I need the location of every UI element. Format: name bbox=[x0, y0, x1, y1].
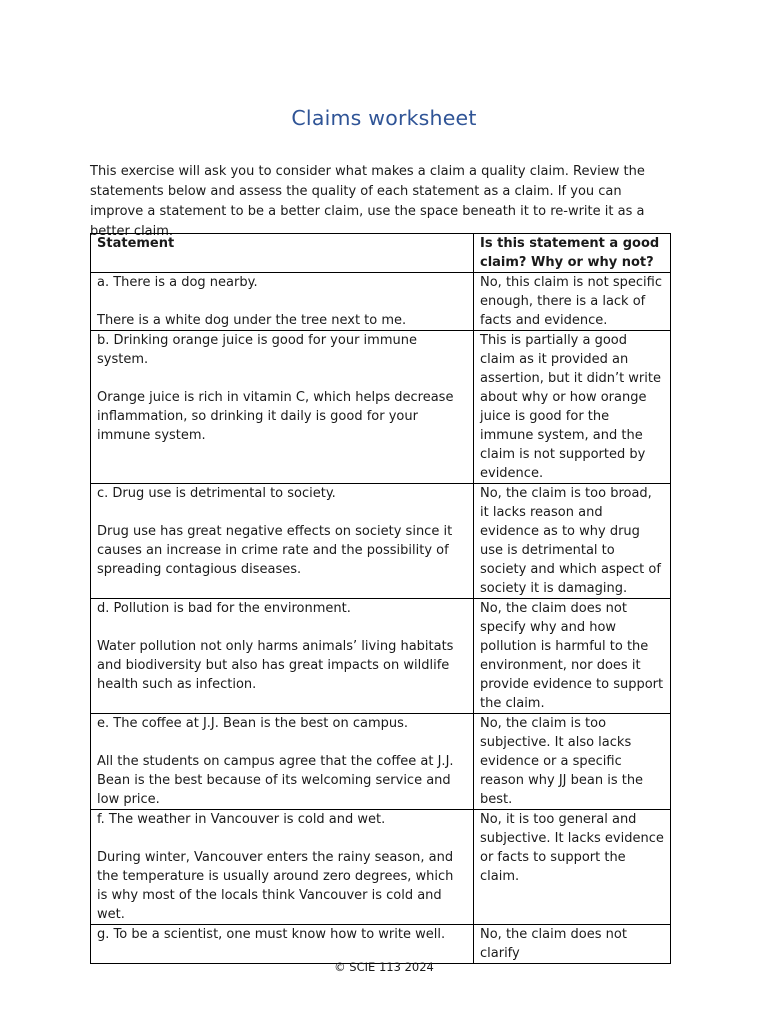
claims-table bbox=[90, 233, 671, 964]
statement-cell bbox=[91, 925, 474, 964]
statement-text: b. Drinking orange juice is good for your immune system. bbox=[97, 333, 417, 367]
assessment-cell: No, the claim does not specify why and how pollution is harmful to the environment, nor does it provide evidence to support the claim. bbox=[474, 599, 671, 714]
table-row bbox=[91, 484, 671, 599]
statement-cell bbox=[91, 331, 474, 484]
statement-cell bbox=[91, 273, 474, 331]
statement-text: c. Drug use is detrimental to society. bbox=[97, 486, 336, 501]
statement-cell bbox=[91, 484, 474, 599]
statement-text: f. The weather in Vancouver is cold and wet. bbox=[97, 812, 386, 827]
page-title: Claims worksheet bbox=[291, 106, 477, 130]
rewrite-text: All the students on campus agree that the coffee at J.J. Bean is the best because of its welcoming service and low price. bbox=[97, 754, 454, 807]
rewrite-text: Water pollution not only harms animals’ living habitats and biodiversity but also has great impacts on wildlife health such as infection. bbox=[97, 639, 454, 692]
statement-text: e. The coffee at J.J. Bean is the best on campus. bbox=[97, 716, 409, 731]
statement-cell bbox=[91, 599, 474, 714]
assessment-cell: No, this claim is not specific enough, there is a lack of facts and evidence. bbox=[474, 273, 671, 331]
assessment-cell: No, the claim does not clarify bbox=[474, 925, 671, 964]
statement-text: a. There is a dog nearby. bbox=[97, 275, 258, 290]
rewrite-text: Orange juice is rich in vitamin C, which helps decrease inflammation, so drinking it daily is good for your immune system. bbox=[97, 390, 454, 443]
rewrite-text: Drug use has great negative effects on society since it causes an increase in crime rate and the possibility of spreading contagious diseases. bbox=[97, 524, 453, 577]
table-row bbox=[91, 273, 671, 331]
table-row bbox=[91, 599, 671, 714]
table-header-row bbox=[91, 234, 671, 273]
header-statement: Statement bbox=[91, 234, 474, 273]
assessment-cell: No, the claim is too subjective. It also lacks evidence or a specific reason why JJ bean is the best. bbox=[474, 714, 671, 810]
intro-paragraph: This exercise will ask you to consider what makes a claim a quality claim. Review the statements below and assess the quality of each statement as a claim. If you can improve a statement to be a better claim, use the space beneath it to re-write it as a better claim. bbox=[90, 164, 645, 239]
statement-cell bbox=[91, 810, 474, 925]
header-assessment: Is this statement a good claim? Why or why not? bbox=[474, 234, 671, 273]
page-footer: © SCIE 113 2024 bbox=[334, 960, 434, 974]
statement-cell bbox=[91, 714, 474, 810]
assessment-cell: No, the claim is too broad, it lacks reason and evidence as to why drug use is detrimental to society and which aspect of society it is damaging. bbox=[474, 484, 671, 599]
table-row bbox=[91, 925, 671, 964]
assessment-cell: No, it is too general and subjective. It lacks evidence or facts to support the claim. bbox=[474, 810, 671, 925]
table-row bbox=[91, 331, 671, 484]
statement-text: d. Pollution is bad for the environment. bbox=[97, 601, 351, 616]
rewrite-text: There is a white dog under the tree next to me. bbox=[97, 313, 407, 328]
assessment-cell: This is partially a good claim as it provided an assertion, but it didn’t write about why or how orange juice is good for the immune system, and the claim is not supported by evidence. bbox=[474, 331, 671, 484]
statement-text: g. To be a scientist, one must know how to write well. bbox=[97, 927, 446, 942]
table-row bbox=[91, 810, 671, 925]
table-row bbox=[91, 714, 671, 810]
rewrite-text: During winter, Vancouver enters the rainy season, and the temperature is usually around zero degrees, which is why most of the locals think Vancouver is cold and wet. bbox=[97, 850, 454, 922]
